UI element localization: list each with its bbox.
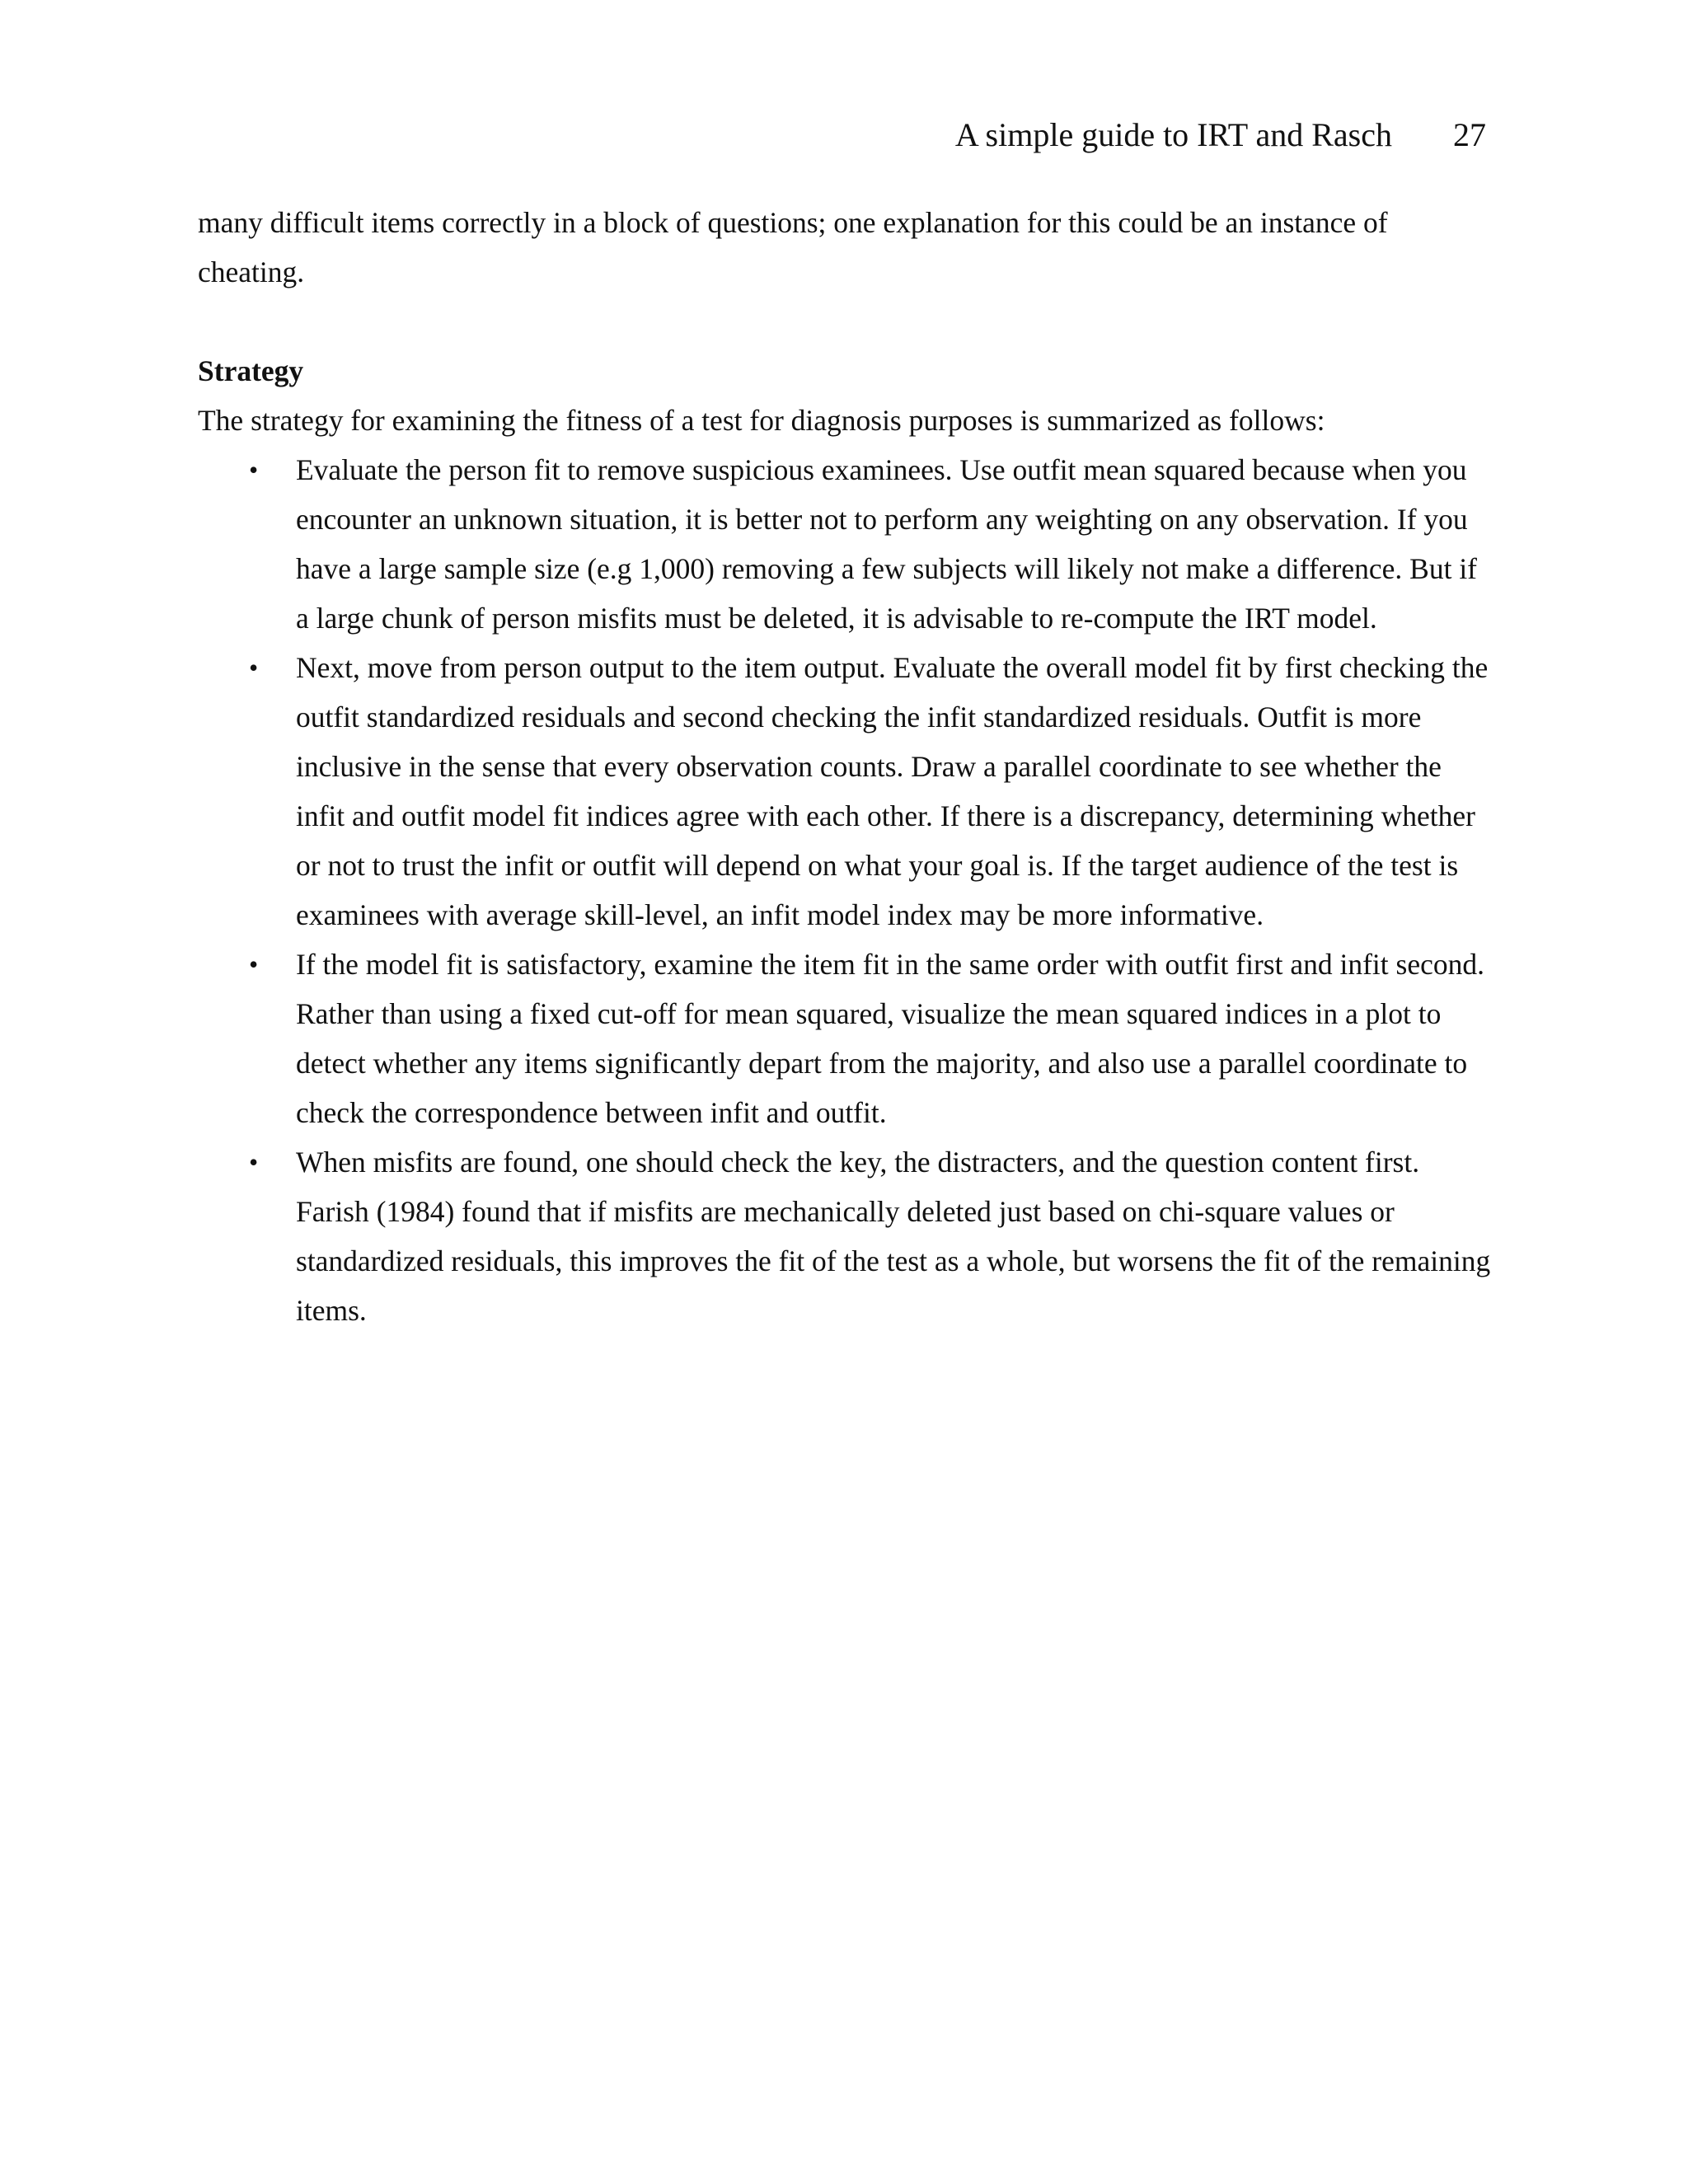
page-number: 27	[1453, 116, 1486, 153]
list-item	[198, 940, 1492, 1137]
bullet-icon: •	[249, 455, 259, 485]
body-text	[198, 198, 1492, 1335]
list-item-text: Next, move from person output to the item output. Evaluate the overall model fit by first checking the outfit standardized residuals and second checking the infit standardized residuals. Outfit is more inclusive in the sense that every observation counts. Draw a parallel coordinate to see whether the infit and outfit model fit indices agree with each other. If there is a discrepancy, determining whether or not to trust the infit or outfit will depend on what your goal is. If the target audience of the test is examinees with average skill-level, an infit model index may be more informative.	[296, 651, 1489, 931]
list-item	[198, 445, 1492, 643]
bullet-icon: •	[249, 1147, 259, 1177]
continuation-paragraph: many difficult items correctly in a block of questions; one explanation for this could be an instance of cheating.	[198, 206, 1388, 288]
list-item-text: Evaluate the person fit to remove suspicious examinees. Use outfit mean squared because when you encounter an unknown situation, it is better not to perform any weighting on any observation. If you have a large sample size (e.g 1,000) removing a few subjects will likely not make a difference. But if a large chunk of person misfits must be deleted, it is advisable to re-compute the IRT model.	[296, 453, 1478, 635]
section-heading: Strategy	[198, 354, 304, 387]
bullet-icon: •	[249, 949, 259, 979]
strategy-list	[198, 445, 1492, 1335]
list-item-text: When misfits are found, one should check the key, the distracters, and the question content first. Farish (1984) found that if misfits are mechanically deleted just based on chi-square values or standardized residuals, this improves the fit of the test as a whole, but worsens the fit of the remaining items.	[296, 1146, 1491, 1327]
list-item	[198, 1137, 1492, 1335]
list-item-text: If the model fit is satisfactory, examine the item fit in the same order with outfit first and infit second. Rather than using a fixed cut-off for mean squared, visualize the mean squared indices in a plot to detect whether any items significantly depart from the majority, and also use a parallel coordinate to check the correspondence between infit and outfit.	[296, 948, 1484, 1129]
list-item	[198, 643, 1492, 940]
intro-paragraph: The strategy for examining the fitness of a test for diagnosis purposes is summarized as follows:	[198, 404, 1325, 437]
header-title: A simple guide to IRT and Rasch	[954, 116, 1392, 153]
running-header	[955, 112, 1486, 158]
bullet-icon: •	[249, 653, 259, 682]
